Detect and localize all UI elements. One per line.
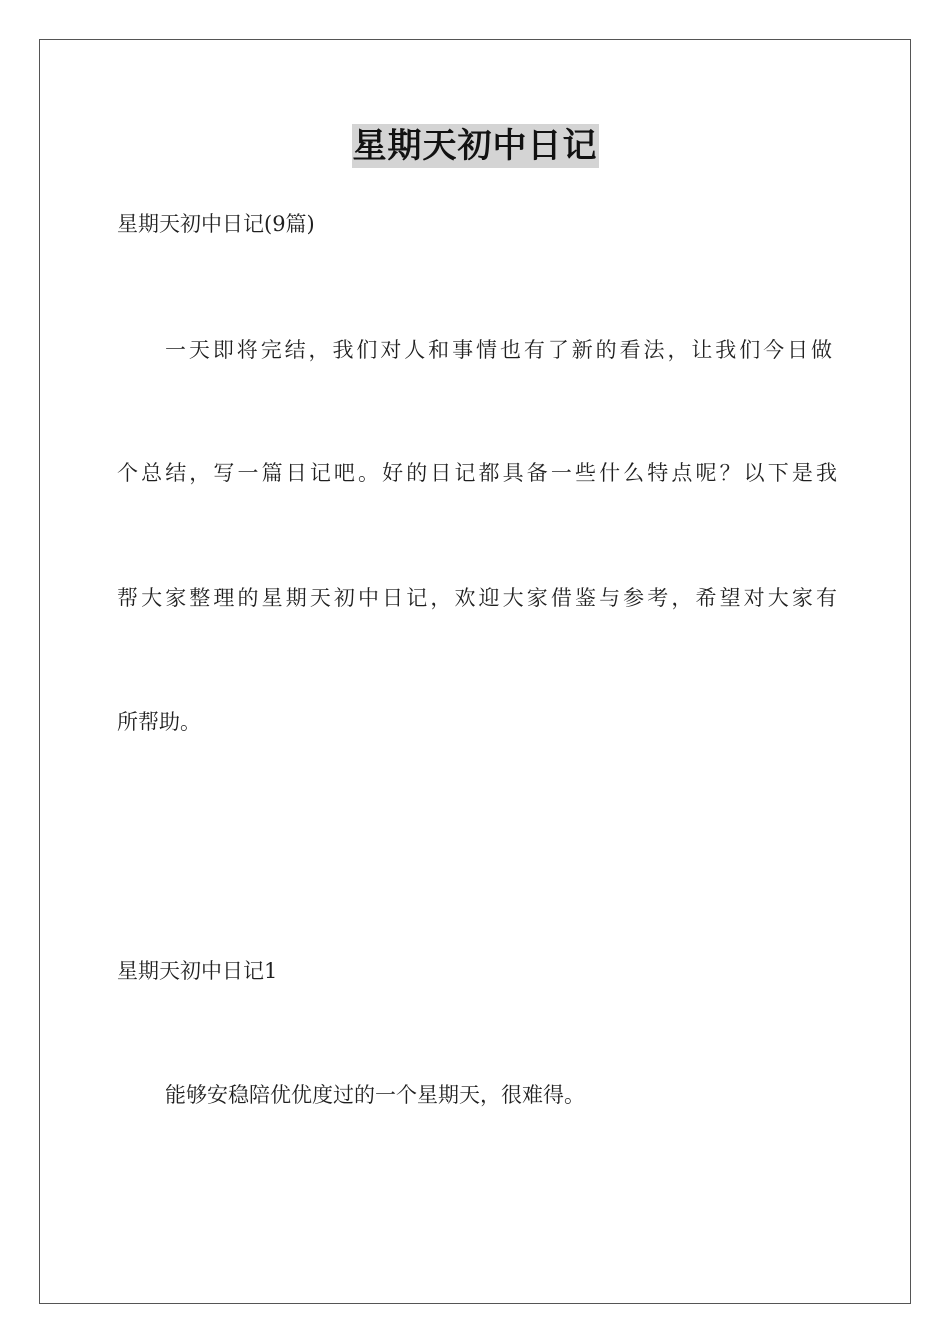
document-subtitle: 星期天初中日记(9篇) bbox=[117, 212, 315, 236]
section-paragraph-line: 能够安稳陪优优度过的一个星期天，很难得。 bbox=[165, 1083, 585, 1107]
intro-line-3: 帮大家整理的星期天初中日记，欢迎大家借鉴与参考，希望对大家有 bbox=[117, 586, 837, 610]
title-container bbox=[0, 124, 950, 168]
section-heading: 星期天初中日记1 bbox=[117, 959, 278, 983]
document-title: 星期天初中日记 bbox=[352, 126, 598, 166]
intro-line-2: 个总结，写一篇日记吧。好的日记都具备一些什么特点呢？以下是我 bbox=[117, 461, 837, 485]
intro-line-4: 所帮助。 bbox=[117, 710, 201, 734]
intro-line-1: 一天即将完结，我们对人和事情也有了新的看法，让我们今日做 bbox=[165, 338, 832, 362]
